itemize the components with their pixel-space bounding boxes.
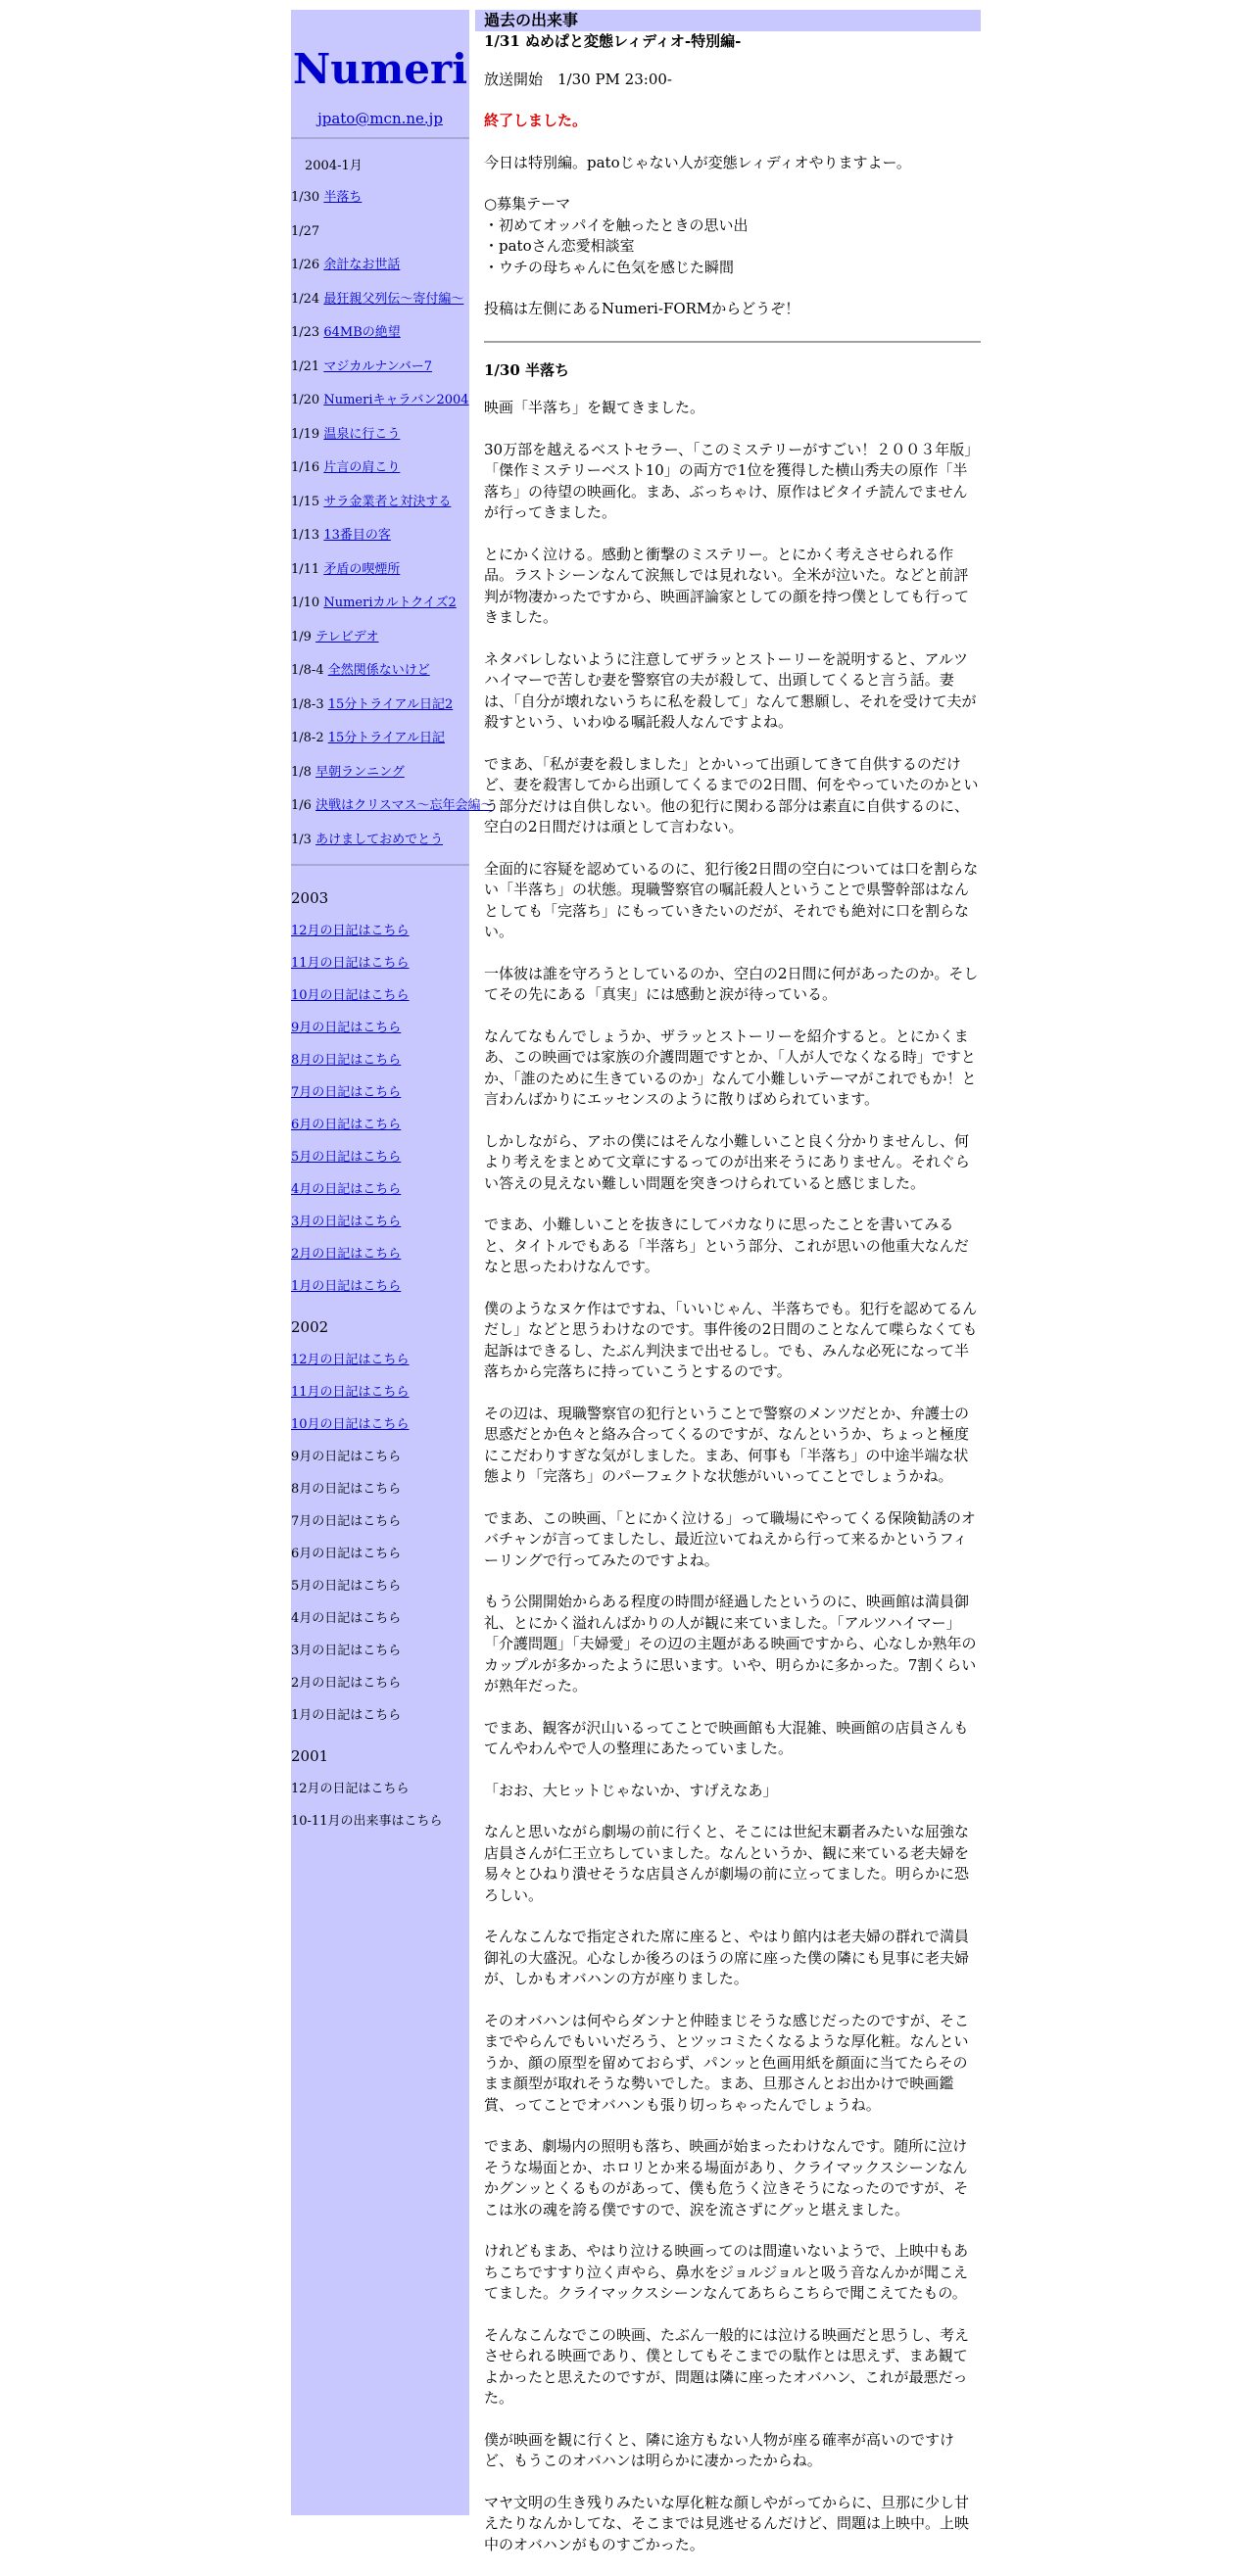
sidebar-entry bbox=[291, 629, 469, 645]
entry-link[interactable]: Numeriカルトクイズ2 bbox=[323, 596, 457, 610]
archive-link[interactable]: 3月の日記はこちら bbox=[291, 1214, 402, 1229]
entry-date: 1/26 bbox=[291, 258, 320, 272]
entry-date: 1/3 bbox=[291, 832, 312, 847]
archive-item bbox=[291, 1214, 469, 1230]
main-content bbox=[475, 10, 981, 2576]
entry-link[interactable]: 半落ち bbox=[323, 190, 363, 205]
entry-paragraph: けれどもまあ、やはり泣ける映画ってのは間違いないようで、上映中もあちこちですすり泣く声やら、鼻水をジョルジョルと吸う音なんかが聞こえてました。クライマックスシーンなんてあちらこちらで聞こえてたもの。 bbox=[484, 2242, 969, 2302]
sidebar-entry bbox=[291, 358, 469, 375]
archive-item bbox=[291, 1181, 469, 1198]
entry-paragraph: でまあ、「私が妻を殺しました」とかいって出頭してきて自供するのだけど、妻を殺害してから出頭してくるまでの2日間、何をやっていたのかという部分だけは自供しない。他の犯行に関わる部分は素直に自供するのに、空白の2日間だけは頑として言わない。 bbox=[484, 754, 979, 835]
archive-item bbox=[291, 1449, 469, 1465]
archive-link[interactable]: 10-11月の出来事はこちら bbox=[291, 1813, 443, 1829]
entry-paragraph: でまあ、観客が沢山いるってことで映画館も大混雑、映画館の店員さんもてんやわんやで人の整理にあたっていました。 bbox=[484, 1718, 969, 1757]
entry-paragraph: 僕のようなヌケ作はですね、「いいじゃん、半落ちでも。犯行を認めてるんだし」などと思うわけなのです。事件後の2日間のことなんて喋らなくても起訴はできるし、たぶん判決まで出せるし。でも、みんな必死になって半落ちから完落ちに持っていこうとするのです。 bbox=[484, 1299, 978, 1380]
sidebar-entry bbox=[291, 595, 469, 611]
entry-link[interactable]: 64MBの絶望 bbox=[323, 325, 401, 340]
archive-link[interactable]: 2月の日記はこちら bbox=[291, 1246, 402, 1262]
archive-link[interactable]: 7月の日記はこちら bbox=[291, 1084, 402, 1100]
broadcast-time: 放送開始 1/30 PM 23:00- bbox=[484, 70, 672, 88]
entry-paragraph: しかしながら、アホの僕にはそんな小難しいこと良く分かりませんし、何より考えをまとめて文章にするってのが出来そうにありません。それぐらい答えの見えない難しい問題を突きつけられていると感じました。 bbox=[484, 1131, 970, 1192]
archive-link[interactable]: 7月の日記はこちら bbox=[291, 1513, 402, 1529]
entry-link[interactable]: 全然関係ないけど bbox=[327, 663, 430, 678]
sidebar-entry bbox=[291, 662, 469, 679]
archive-link[interactable]: 10月の日記はこちら bbox=[291, 987, 410, 1003]
entry-paragraph: そのオバハンは何やらダンナと仲睦まじそうな感じだったのですが、そこまでやらんでもいいだろう、とツッコミたくなるような厚化粧。なんというか、顔の原型を留めておらず、パンッと色画用紙を顔面に当てたらそのまま顔型が取れそうな勢いでした。まあ、旦那さんとお出かけで映画鑑賞、ってことでオバハンも張り切っちゃったんでしょうね。 bbox=[484, 2011, 969, 2114]
entry-paragraph: 僕が映画を観に行くと、隣に途方もない人物が座る確率が高いのですけど、もうこのオバハンは明らかに凄かったからね。 bbox=[484, 2430, 955, 2469]
archive-item bbox=[291, 923, 469, 939]
archive-item bbox=[291, 1278, 469, 1295]
month-heading: 2004-1月 bbox=[305, 159, 363, 173]
entry-date: 1/8 bbox=[291, 764, 312, 780]
sidebar-entry bbox=[291, 797, 494, 814]
archive-item bbox=[291, 1416, 469, 1433]
sidebar-entry bbox=[291, 832, 469, 848]
entry-date: 1/15 bbox=[291, 494, 320, 509]
sidebar-entry bbox=[291, 223, 469, 240]
sidebar-entry bbox=[291, 426, 469, 443]
archive-item bbox=[291, 1513, 469, 1530]
entry-paragraph: 全面的に容疑を認めているのに、犯行後2日間の空白については口を割らない「半落ち」の状態。現職警察官の嘱託殺人ということで県警幹部はなんとしても「完落ち」にもっていきたいのだが、それでも絶対に口を割らない。 bbox=[484, 859, 979, 940]
sidebar-entry bbox=[291, 561, 469, 578]
archive-item bbox=[291, 1813, 469, 1830]
archive-link[interactable]: 1月の日記はこちら bbox=[291, 1707, 402, 1723]
archive-link[interactable]: 11月の日記はこちら bbox=[291, 955, 410, 971]
archive-item bbox=[291, 1610, 469, 1627]
sidebar-entry bbox=[291, 459, 469, 476]
sidebar-divider bbox=[291, 137, 469, 139]
archive-month-list bbox=[291, 1781, 469, 1830]
sidebar-entry bbox=[291, 696, 469, 713]
entry-date: 1/20 bbox=[291, 393, 320, 407]
entry-paragraph: もう公開開始からある程度の時間が経過したというのに、映画館は満員御礼、とにかく溢れんばかりの人が観に来ていました。「アルツハイマー」「介護問題」「夫婦愛」その辺の主題がある映画ですから、心なしか熟年のカップルが多かったように思います。いや、明らかに多かった。7割くらいが熟年だった。 bbox=[484, 1593, 977, 1694]
entry-paragraph: その辺は、現職警察官の犯行ということで警察のメンツだとか、弁護士の思惑だとか色々と絡み合ってくるのですが、なんというか、ちょっと極度にこだわりすぎな気がしました。まあ、何事も「半落ち」の中途半端な状態より「完落ち」のパーフェクトな状態がいいってことでしょうかね。 bbox=[484, 1404, 970, 1485]
entry-date: 1/21 bbox=[291, 358, 320, 374]
site-logo[interactable]: Numeri bbox=[292, 45, 468, 93]
entry-date: 1/27 bbox=[291, 223, 320, 239]
archive-item bbox=[291, 1246, 469, 1263]
entry-link[interactable]: 温泉に行こう bbox=[323, 426, 401, 442]
archive-item bbox=[291, 987, 469, 1004]
archive-link[interactable]: 12月の日記はこちら bbox=[291, 1781, 410, 1796]
archive-item bbox=[291, 1675, 469, 1692]
archive-link[interactable]: 5月の日記はこちら bbox=[291, 1149, 402, 1165]
entry-link[interactable]: テレビデオ bbox=[315, 629, 379, 644]
archive-item bbox=[291, 1643, 469, 1659]
archive-link[interactable]: 6月の日記はこちら bbox=[291, 1546, 402, 1561]
entry-paragraph: そんなこんなで指定された席に座ると、やはり館内は老夫婦の群れで満員御礼の大盛況。心なしか後ろのほうの席に座った僕の隣にも見事に老夫婦が、しかもオバハンの方が座りました。 bbox=[484, 1928, 970, 1987]
entry-link[interactable]: 15分トライアル日記2 bbox=[327, 696, 454, 712]
theme-line: ・初めてオッパイを触ったときの思い出 bbox=[484, 215, 749, 234]
entry-date: 1/8-4 bbox=[291, 663, 324, 678]
archive-year: 2001 bbox=[291, 1746, 329, 1765]
archive-link[interactable]: 6月の日記はこちら bbox=[291, 1117, 402, 1132]
entry-date: 1/9 bbox=[291, 629, 312, 644]
entry-paragraph: 映画「半落ち」を観てきました。 bbox=[484, 399, 705, 416]
archive-item bbox=[291, 1052, 469, 1069]
entry-date: 1/11 bbox=[291, 561, 320, 577]
entry-paragraph: 30万部を越えるベストセラー、「このミステリーがすごい！２００３年版」「傑作ミステリーベスト10」の両方で1位を獲得した横山秀夫の原作「半落ち」の待望の映画化。まあ、ぶっちゃけ、原作はビタイチ読んでませんが行ってきました。 bbox=[484, 440, 980, 521]
entry-paragraph: なんてなもんでしょうか、ザラッとストーリーを紹介すると。とにかくまあ、この映画では家族の介護問題ですとか、「人が人でなくなる時」ですとか、「誰のために生きているのか」なんて小難しいテーマがこれでもか！と言わんばかりにエッセンスのように散りばめられています。 bbox=[484, 1026, 977, 1108]
entry-link[interactable]: 決戦はクリスマス～忘年会編～ bbox=[315, 798, 494, 813]
entry-date: 1/23 bbox=[291, 325, 320, 340]
archive-item bbox=[291, 1481, 469, 1498]
entry-paragraph: 「おお、大ヒットじゃないか、すげえなあ」 bbox=[484, 1781, 778, 1799]
entry-paragraph: なんと思いながら劇場の前に行くと、そこには世紀末覇者みたいな屈強な店員さんが仁王立ちしていました。なんというか、観に来ている老夫婦を易々とひねり潰せそうな店員さんが劇場の前に立ってました。明らかに恐ろしい。 bbox=[484, 1823, 970, 1904]
sidebar-entry bbox=[291, 730, 469, 746]
archive-link[interactable]: 5月の日記はこちら bbox=[291, 1578, 402, 1594]
entry-date: 1/24 bbox=[291, 291, 320, 307]
entry-paragraph: とにかく泣ける。感動と衝撃のミステリー。とにかく考えさせられる作品。ラストシーンなんて涙無しでは見れない。全米が泣いた。などと前評判が物凄かったですから、映画評論家としての顔を持つ僕としても行ってきました。 bbox=[484, 545, 970, 626]
entry-paragraph: でまあ、劇場内の照明も落ち、映画が始まったわけなんです。随所に泣けそうな場面とか、ホロリとか来る場面があり、クライマックスシーンなんかグンッとくるものがあって、僕も危うく泣きそうになったのですが、そこは氷の魂を誇る僕ですので、涙を流さずにグッと堪えました。 bbox=[484, 2137, 969, 2218]
archive-item bbox=[291, 1707, 469, 1724]
archive-year: 2003 bbox=[291, 888, 329, 907]
sidebar-entry bbox=[291, 324, 469, 341]
archive-month-list bbox=[291, 1352, 469, 1724]
entry-date: 1/8-2 bbox=[291, 731, 324, 745]
archive-list bbox=[291, 889, 469, 1830]
archive-item bbox=[291, 955, 469, 972]
archive-link[interactable]: 10月の日記はこちら bbox=[291, 1416, 410, 1432]
archive-link[interactable]: 4月の日記はこちら bbox=[291, 1181, 402, 1197]
archive-item bbox=[291, 1578, 469, 1595]
sidebar bbox=[291, 10, 494, 2515]
entry-date: 1/10 bbox=[291, 596, 320, 610]
sidebar-entry bbox=[291, 494, 469, 510]
sidebar-entry bbox=[291, 392, 469, 408]
email-link[interactable]: jpato@mcn.ne.jp bbox=[317, 110, 443, 127]
entry-link[interactable]: Numeriキャラバン2004 bbox=[323, 393, 469, 407]
archive-link[interactable]: 9月の日記はこちら bbox=[291, 1449, 402, 1464]
entry-date: 1/13 bbox=[291, 528, 320, 543]
archive-year: 2002 bbox=[291, 1317, 329, 1336]
entry-link[interactable]: あけましておめでとう bbox=[315, 832, 444, 847]
entry-paragraph: マヤ文明の生き残りみたいな厚化粧な顔しやがってからに、旦那に少し甘えたりなんかしてな、そこまでは見逃せるんだけど、問題は上映中。上映中のオバハンがものすごかった。 bbox=[484, 2493, 970, 2553]
sidebar-entry bbox=[291, 291, 469, 308]
archive-item bbox=[291, 1149, 469, 1166]
entry-link[interactable]: 片言の肩こり bbox=[323, 460, 401, 475]
entry-link[interactable]: 矛盾の喫煙所 bbox=[323, 561, 401, 577]
entry-body bbox=[484, 398, 981, 2555]
archive-item bbox=[291, 1781, 469, 1797]
archive-link[interactable]: 9月の日記はこちら bbox=[291, 1020, 402, 1035]
archive-item bbox=[291, 1384, 469, 1401]
archive-link[interactable]: 11月の日記はこちら bbox=[291, 1384, 410, 1400]
entry-paragraph: そんなこんなでこの映画、たぶん一般的には泣ける映画だと思うし、考えさせられる映画であり、僕としてもそこまでの駄作とは思えず、まあ観てよかったと思えたのですが、問題は隣に座ったオバハン、これが最悪だった。 bbox=[484, 2325, 970, 2407]
sidebar-entry bbox=[291, 527, 469, 544]
archive-item bbox=[291, 1546, 469, 1562]
archive-link[interactable]: 4月の日記はこちら bbox=[291, 1610, 402, 1626]
entry-date: 1/16 bbox=[291, 460, 320, 475]
radio-footer: 投稿は左側にあるNumeri-FORMからどうぞ！ bbox=[484, 300, 800, 317]
archive-link[interactable]: 1月の日記はこちら bbox=[291, 1278, 402, 1294]
entry-link[interactable]: 余計なお世話 bbox=[323, 258, 401, 272]
entry-link[interactable]: 最狂親父列伝～寄付編～ bbox=[323, 291, 464, 307]
page-header: 過去の出来事 bbox=[475, 10, 981, 31]
entry-title: 1/30 半落ち bbox=[484, 360, 570, 379]
entry-date: 1/6 bbox=[291, 798, 312, 813]
sidebar-entry bbox=[291, 257, 469, 273]
entry-paragraph: 一体彼は誰を守ろうとしているのか、空白の2日間に何があったのか。そしてその先にある「真実」には感動と涙が待っている。 bbox=[484, 964, 979, 1003]
entry-link[interactable]: 15分トライアル日記 bbox=[327, 731, 445, 745]
sidebar-divider bbox=[291, 864, 469, 866]
theme-list bbox=[484, 194, 981, 278]
entry-date: 1/19 bbox=[291, 426, 320, 442]
sidebar-entry bbox=[291, 764, 469, 781]
archive-link[interactable]: 8月の日記はこちら bbox=[291, 1481, 402, 1497]
entry-link[interactable]: 13番目の客 bbox=[323, 528, 391, 543]
archive-link[interactable]: 8月の日記はこちら bbox=[291, 1052, 402, 1068]
archive-item bbox=[291, 1117, 469, 1133]
theme-line: ・ウチの母ちゃんに色気を感じた瞬間 bbox=[484, 258, 735, 276]
radio-intro: 今日は特別編。patoじゃない人が変態レィディオやりますよー。 bbox=[484, 153, 911, 171]
archive-month-list bbox=[291, 923, 469, 1295]
archive-item bbox=[291, 1352, 469, 1368]
theme-line: ・patoさん恋愛相談室 bbox=[484, 237, 635, 255]
entry-link[interactable]: マジカルナンバー7 bbox=[323, 358, 433, 374]
theme-line: ○募集テーマ bbox=[484, 195, 571, 213]
sidebar-entry bbox=[291, 189, 469, 206]
archive-link[interactable]: 12月の日記はこちら bbox=[291, 923, 410, 938]
entry-link[interactable]: サラ金業者と対決する bbox=[323, 494, 452, 509]
archive-link[interactable]: 12月の日記はこちら bbox=[291, 1352, 410, 1367]
entry-date: 1/30 bbox=[291, 190, 320, 205]
status-text: 終了しました。 bbox=[484, 112, 588, 129]
radio-title: 1/31 ぬめぱと変態レィディオ-特別編- bbox=[484, 32, 742, 50]
entry-link[interactable]: 早朝ランニング bbox=[315, 764, 405, 780]
entry-paragraph: でまあ、小難しいことを抜きにしてバカなりに思ったことを書いてみると、タイトルでもある「半落ち」という部分、これが思いの他重大なんだなと思ったわけなんです。 bbox=[484, 1216, 969, 1275]
entry-list bbox=[291, 189, 494, 848]
content-divider bbox=[484, 341, 981, 343]
archive-link[interactable]: 3月の日記はこちら bbox=[291, 1643, 402, 1658]
entry-paragraph: ネタバレしないように注意してザラッとストーリーを説明すると、アルツハイマーで苦しむ妻を警察官の夫が殺して、出頭してくると言う話。妻は、「自分が壊れないうちに私を殺して」なんて懇願し、それを受けて夫が殺すという、いわゆる嘱託殺人なんですよね。 bbox=[484, 649, 977, 731]
archive-item bbox=[291, 1084, 469, 1101]
archive-link[interactable]: 2月の日記はこちら bbox=[291, 1675, 402, 1691]
archive-item bbox=[291, 1020, 469, 1036]
entry-date: 1/8-3 bbox=[291, 696, 324, 712]
entry-paragraph: でまあ、この映画、「とにかく泣ける」って職場にやってくる保険勧誘のオバチャンが言ってましたし、最近泣いてねえから行って来るかというフィーリングで行ってみたのですよね。 bbox=[484, 1508, 976, 1569]
